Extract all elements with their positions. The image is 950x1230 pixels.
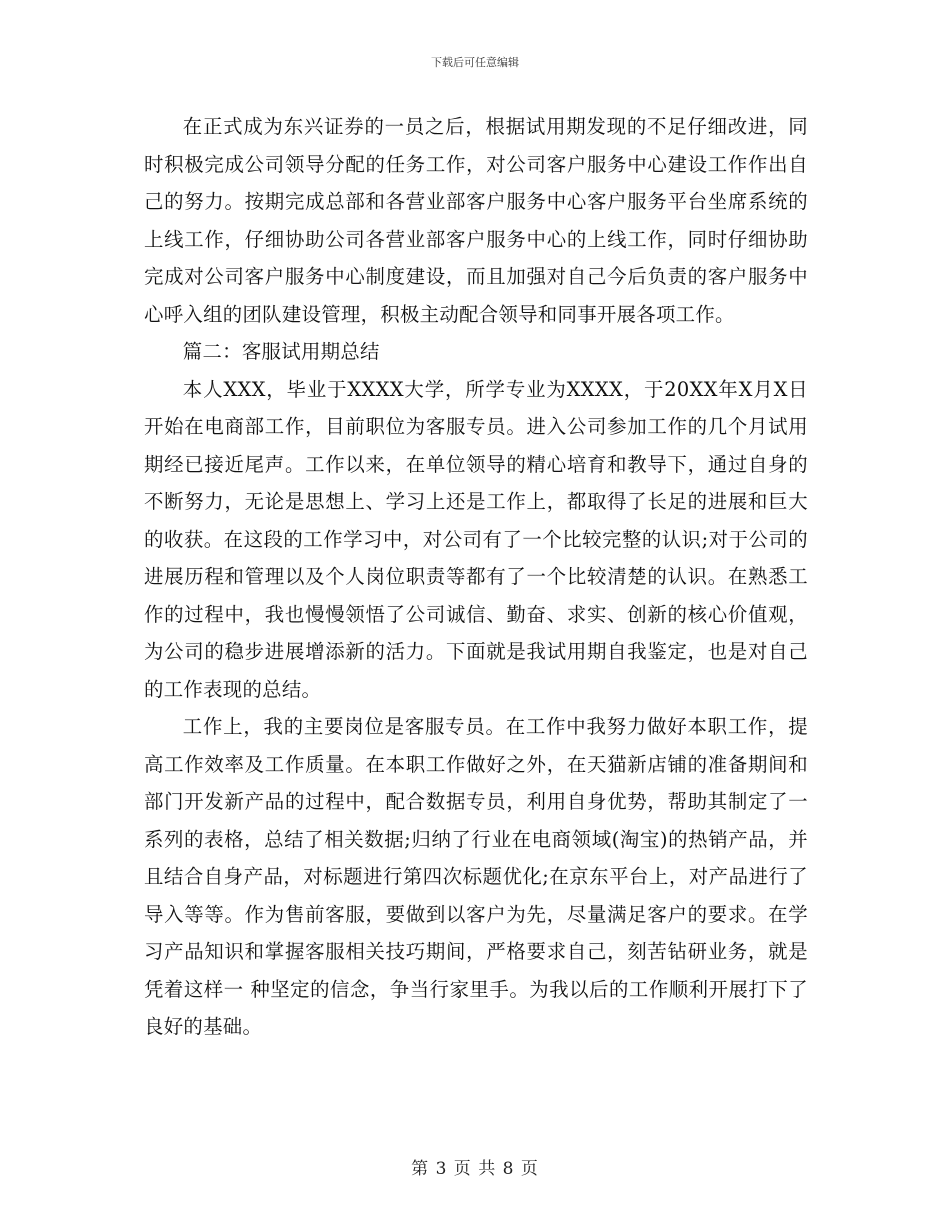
page-header: 下载后可任意编辑 — [431, 56, 519, 69]
page-number-footer: 第 3 页 共 8 页 — [411, 1159, 539, 1179]
paragraph-1: 在正式成为东兴证券的一员之后，根据试用期发现的不足仔细改进，同时积极完成公司领导分配的任务工作，对公司客户服务中心建设工作作出自己的努力。按期完成总部和各营业部客户服务中心客户服务平台坐席系统的上线工作，仔细协助公司各营业部客户服务中心的上线工作，同时仔细协助完成对公司客户服务中心制度建设，而且加强对自己今后负责的客户服务中心呼入组的团队建设管理，积极主动配合领导和同事开展各项工作。 — [144, 115, 808, 326]
document-body — [144, 108, 808, 1046]
section-heading: 篇二：客服试用期总结 — [182, 340, 380, 363]
paragraph-3: 工作上，我的主要岗位是客服专员。在工作中我努力做好本职工作，提高工作效率及工作质量。在本职工作做好之外，在天猫新店铺的准备期间和部门开发新产品的过程中，配合数据专员，利用自身优势，帮助其制定了一系列的表格，总结了相关数据;归纳了行业在电商领域(淘宝)的热销产品，并且结合自身产品，对标题进行第四次标题优化;在京东平台上，对产品进行了导入等等。作为售前客服，要做到以客户为先，尽量满足客户的要求。在学习产品知识和掌握客服相关技巧期间，严格要求自己，刻苦钻研业务，就是凭着这样一 种坚定的信念，争当行家里手。为我以后的工作顺利开展打下了良好的基础。 — [144, 715, 808, 1038]
paragraph-2: 本人XXX，毕业于XXXX大学，所学专业为XXXX，于20XX年X月X日开始在电商部工作，目前职位为客服专员。进入公司参加工作的几个月试用期经已接近尾声。工作以来，在单位领导的精心培育和教导下，通过自身的不断努力，无论是思想上、学习上还是工作上，都取得了长足的进展和巨大的收获。在这段的工作学习中，对公司有了一个比较完整的认识;对于公司的进展历程和管理以及个人岗位职责等都有了一个比较清楚的认识。在熟悉工作的过程中，我也慢慢领悟了公司诚信、勤奋、求实、创新的核心价值观，为公司的稳步进展增添新的活力。下面就是我试用期自我鉴定，也是对自己的工作表现的总结。 — [144, 377, 808, 701]
